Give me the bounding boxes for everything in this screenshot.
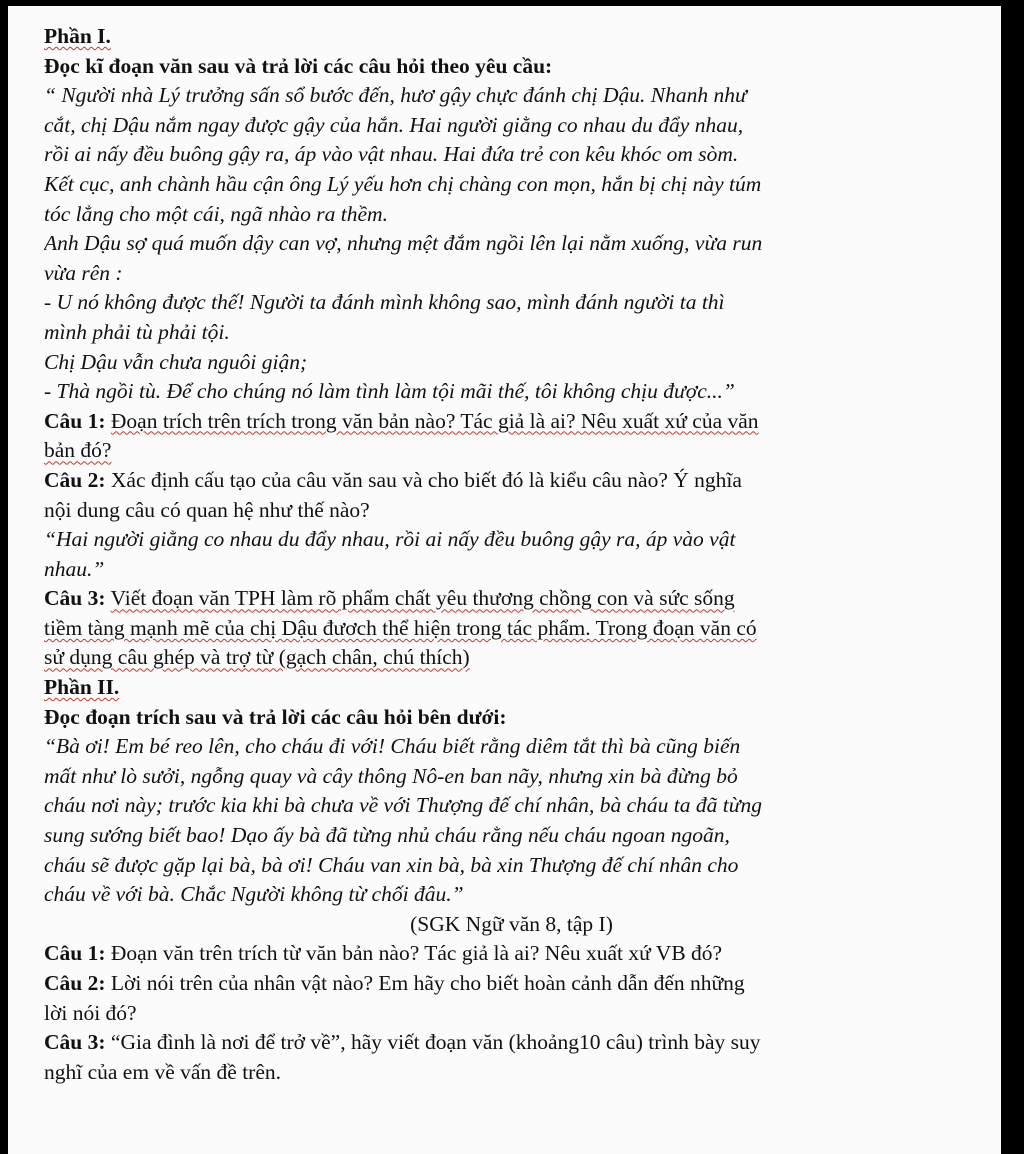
question-line: [44, 436, 979, 466]
question-line: [44, 614, 979, 644]
question-line: nghĩ của em về vấn đề trên.: [44, 1059, 282, 1084]
passage-line: “Bà ơi! Em bé reo lên, cho cháu đi với! Cháu biết rằng diêm tắt thì bà cũng biến: [44, 734, 741, 759]
question-text: Đoạn trích trên trích trong văn bản nào? Tác giả là ai? Nêu xuất xứ của văn: [110, 408, 759, 433]
passage-line: mất như lò sưởi, ngỗng quay và cây thông Nô-en ban nãy, nhưng xin bà đừng bỏ: [44, 763, 738, 788]
question-text: Xác định cấu tạo của câu văn sau và cho biết đó là kiểu câu nào? Ý nghĩa: [110, 467, 742, 492]
question-label: Câu 3:: [44, 586, 106, 611]
question-label: Câu 1:: [44, 941, 106, 966]
passage-line: vừa rên :: [44, 260, 123, 285]
passage-line: cháu nơi này; trước kia khi bà chưa về với Thượng đế chí nhân, bà cháu ta đã từng: [44, 793, 762, 818]
question-line: lời nói đó?: [44, 1000, 137, 1025]
passage-line: mình phải tù phải tội.: [44, 319, 230, 344]
question-line: [44, 1028, 979, 1058]
question-line: nội dung câu có quan hệ như thế nào?: [44, 497, 370, 522]
source-citation: (SGK Ngữ văn 8, tập I): [410, 911, 613, 936]
part1-question-1: [44, 407, 979, 466]
passage-line: Chị Dậu vẫn chưa nguôi giận;: [44, 349, 308, 374]
passage-line: rồi ai nấy đều buông gậy ra, áp vào vật nhau. Hai đứa trẻ con kêu khóc om sòm.: [44, 142, 739, 167]
part2-question-2: [44, 969, 979, 1028]
question-text: Đoạn văn trên trích từ văn bản nào? Tác giả là ai? Nêu xuất xứ VB đó?: [110, 941, 723, 966]
question-label: Câu 3:: [44, 1030, 106, 1055]
question-line: [44, 939, 979, 969]
part1-instruction: Đọc kĩ đoạn văn sau và trả lời các câu hỏi theo yêu cầu:: [44, 53, 553, 78]
part1-passage: [44, 81, 979, 407]
passage-line: - U nó không được thế! Người ta đánh mình không sao, mình đánh người ta thì: [44, 290, 725, 315]
quoted-sentence: nhau.”: [44, 556, 105, 581]
part2-passage: [44, 732, 979, 910]
question-line: [44, 466, 979, 496]
part1-heading: Phần I.: [44, 24, 111, 48]
quoted-sentence: “Hai người giằng co nhau du đẩy nhau, rồi ai nấy đều buông gậy ra, áp vào vật: [44, 527, 736, 552]
part1-question-3: [44, 584, 979, 673]
document-content: [44, 22, 979, 1087]
document-page: [8, 6, 1001, 1154]
question-line: [44, 584, 979, 614]
question-line: [44, 969, 979, 999]
question-text: Lời nói trên của nhân vật nào? Em hãy cho biết hoàn cảnh dẫn đến những: [110, 971, 745, 995]
part2-question-1: [44, 939, 979, 969]
question-text: bản đó?: [44, 438, 112, 463]
passage-line: sung sướng biết bao! Dạo ấy bà đã từng nhủ cháu rằng nếu cháu ngoan ngoãn,: [44, 823, 730, 848]
question-label: Câu 1:: [44, 408, 106, 433]
passage-line: tóc lẳng cho một cái, ngã nhào ra thềm.: [44, 201, 388, 226]
passage-line: - Thà ngồi tù. Để cho chúng nó làm tình làm tội mãi thế, tôi không chịu được...”: [44, 379, 735, 404]
part2-instruction: Đọc đoạn trích sau và trả lời các câu hỏi bên dưới:: [44, 704, 507, 729]
question-text: Viết đoạn văn TPH làm rõ phẩm chất yêu thương chồng con và sức sống: [110, 586, 735, 611]
passage-line: cắt, chị Dậu nắm ngay được gậy của hắn. Hai người giằng co nhau du đẩy nhau,: [44, 112, 744, 137]
passage-line: cháu về với bà. Chắc Người không từ chối đâu.”: [44, 882, 464, 907]
question-line: [44, 407, 979, 437]
question-label: Câu 2:: [44, 971, 106, 995]
question-text: sử dụng câu ghép và trợ từ (gạch chân, chú thích): [44, 645, 470, 670]
question-label: Câu 2:: [44, 467, 106, 492]
passage-line: Anh Dậu sợ quá muốn dậy can vợ, nhưng mệt đắm ngồi lên lại nằm xuống, vừa run: [44, 231, 763, 256]
passage-line: Kết cục, anh chành hầu cận ông Lý yếu hơn chị chàng con mọn, hắn bị chị này túm: [44, 171, 762, 196]
question-line: [44, 643, 979, 673]
part2-heading: Phần II.: [44, 675, 120, 700]
part2-question-3: [44, 1028, 979, 1087]
question-text: “Gia đình là nơi để trở về”, hãy viết đoạn văn (khoảng10 câu) trình bày suy: [110, 1030, 761, 1055]
passage-line: “ Người nhà Lý trưởng sấn sổ bước đến, hươ gậy chực đánh chị Dậu. Nhanh như: [44, 83, 747, 108]
passage-line: cháu sẽ được gặp lại bà, bà ơi! Cháu van xin bà, bà xin Thượng đế chí nhân cho: [44, 852, 739, 877]
part1-question-2: [44, 466, 979, 584]
question-text: tiềm tàng mạnh mẽ của chị Dậu đươch thể hiện trong tác phẩm. Trong đoạn văn có: [44, 615, 757, 640]
